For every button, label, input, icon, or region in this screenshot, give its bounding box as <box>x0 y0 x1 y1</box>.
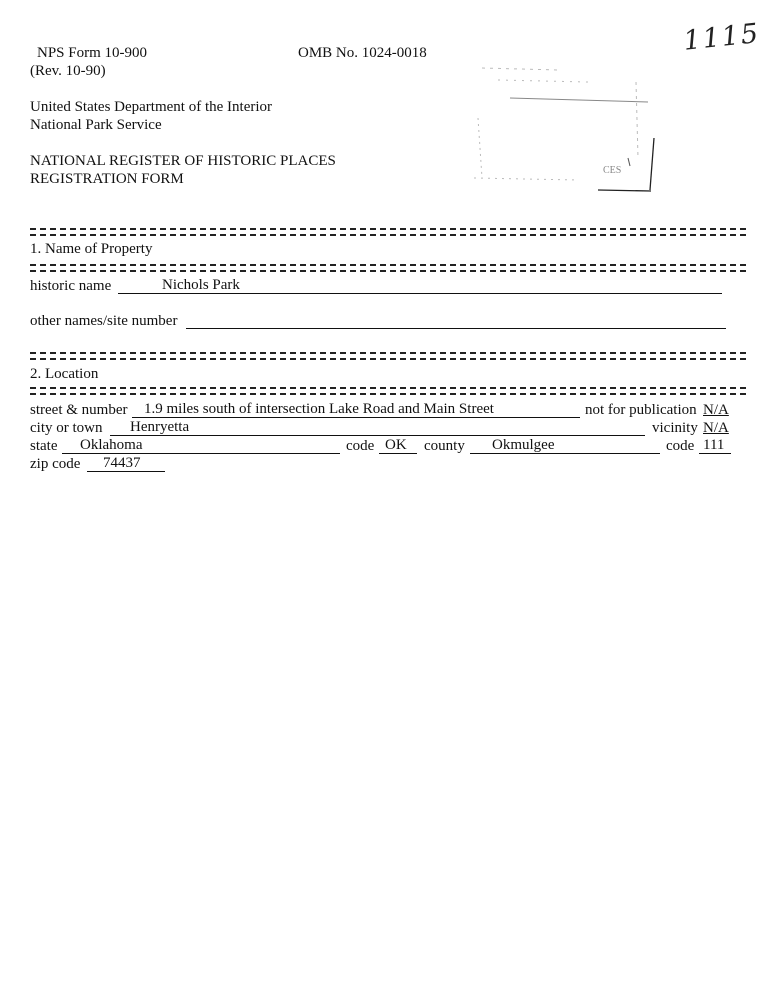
state-row <box>30 438 746 454</box>
street-value: 1.9 miles south of intersection Lake Road and Main Street <box>144 401 494 417</box>
form-title-line1: NATIONAL REGISTER OF HISTORIC PLACES <box>30 153 336 169</box>
handwritten-number: 1115 <box>682 17 762 57</box>
city-value: Henryetta <box>130 419 190 435</box>
state-field[interactable] <box>62 438 340 454</box>
state-code-field[interactable] <box>379 438 417 454</box>
historic-name-value: Nichols Park <box>162 277 240 293</box>
not-for-publication-value[interactable]: N/A <box>703 402 729 418</box>
zip-label: zip code <box>30 456 81 472</box>
zip-row <box>30 456 746 472</box>
city-row <box>30 420 746 436</box>
section2-heading: 2. Location <box>30 366 99 382</box>
historic-name-field[interactable] <box>118 278 722 294</box>
state-value: Oklahoma <box>80 437 143 453</box>
section1-heading: 1. Name of Property <box>30 241 153 257</box>
other-names-row <box>30 313 746 329</box>
other-names-field[interactable] <box>186 313 726 329</box>
zip-field[interactable] <box>87 456 165 472</box>
section-divider <box>30 264 746 272</box>
city-label: city or town <box>30 420 103 436</box>
county-value: Okmulgee <box>492 437 555 453</box>
section-divider <box>30 228 746 236</box>
form-number: NPS Form 10-900 <box>37 45 148 61</box>
section-divider <box>30 352 746 360</box>
state-code-label: code <box>346 438 375 454</box>
historic-name-label: historic name <box>30 278 112 294</box>
state-label: state <box>30 438 58 454</box>
stamp-outline-icon <box>468 58 668 200</box>
street-field[interactable] <box>132 402 580 418</box>
vicinity-value[interactable]: N/A <box>703 420 729 436</box>
historic-name-row <box>30 278 746 294</box>
state-code-value: OK <box>385 437 407 453</box>
section-divider <box>30 387 746 395</box>
form-title-line2: REGISTRATION FORM <box>30 171 184 187</box>
form-revision: (Rev. 10-90) <box>30 63 106 79</box>
county-label: county <box>424 438 465 454</box>
omb-number: OMB No. 1024-0018 <box>298 45 427 61</box>
department-name: United States Department of the Interior <box>30 99 273 115</box>
vicinity-label: vicinity <box>652 420 698 436</box>
county-code-value: 111 <box>703 437 725 453</box>
received-stamp <box>468 58 668 200</box>
other-names-label: other names/site number <box>30 313 178 329</box>
city-field[interactable] <box>110 420 645 436</box>
street-row <box>30 402 746 418</box>
county-code-label: code <box>666 438 695 454</box>
county-field[interactable] <box>470 438 660 454</box>
zip-value: 74437 <box>103 455 141 471</box>
county-code-field[interactable] <box>699 438 731 454</box>
stamp-text: CES <box>603 165 622 176</box>
not-for-publication-label: not for publication <box>585 402 697 418</box>
agency-name: National Park Service <box>30 117 162 133</box>
street-label: street & number <box>30 402 128 418</box>
